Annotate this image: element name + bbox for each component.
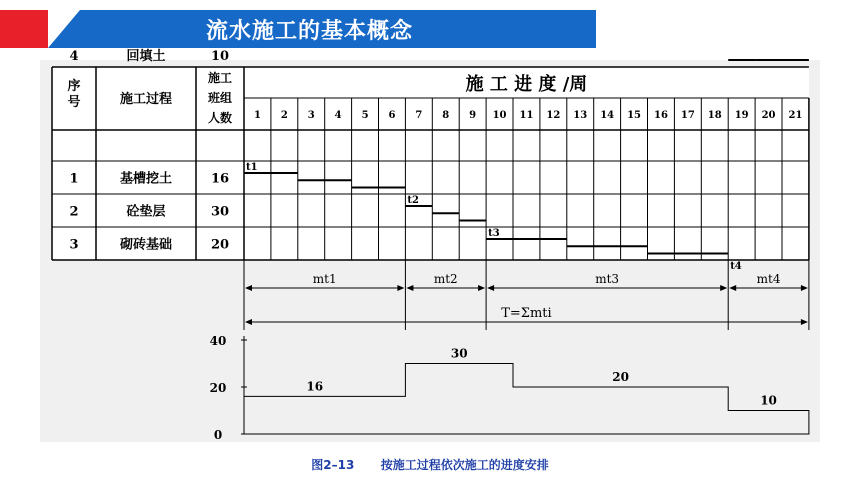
- title-accent-red: [0, 10, 48, 48]
- header-no-char1: 序: [67, 79, 81, 94]
- row-number: 3: [69, 237, 79, 253]
- week-number: 8: [442, 110, 450, 121]
- interval-label: mt3: [595, 272, 620, 286]
- y-tick-label: 0: [213, 428, 223, 442]
- schedule-figure: [40, 49, 820, 442]
- row-workers: 16: [210, 171, 230, 187]
- row-workers: 20: [210, 237, 230, 253]
- duration-dimensions: [244, 260, 809, 330]
- week-number: 4: [334, 110, 342, 121]
- header-no-char2: 号: [67, 95, 81, 110]
- week-number: 9: [469, 110, 477, 121]
- page-title: 流水施工的基本概念: [206, 19, 414, 44]
- interval-label: mt1: [312, 272, 337, 286]
- figure-caption: [0, 456, 860, 473]
- header-process: 施工过程: [119, 92, 173, 107]
- week-number: 21: [788, 110, 803, 121]
- labor-chart: [210, 334, 809, 442]
- total-arrow: [245, 319, 252, 325]
- gantt-bar-label: t3: [488, 228, 500, 239]
- interval-arrow: [801, 285, 808, 291]
- week-number: 3: [307, 110, 315, 121]
- week-number: 2: [280, 110, 288, 121]
- interval-arrow: [406, 285, 413, 291]
- week-number: 16: [653, 110, 668, 121]
- gantt-bar-label: t4: [730, 261, 742, 272]
- y-tick-label: 40: [209, 334, 227, 348]
- row-process: 基槽挖土: [119, 171, 173, 187]
- row-number: 2: [69, 204, 79, 220]
- step-value-label: 16: [306, 379, 324, 394]
- week-number: 6: [388, 110, 396, 121]
- week-number: 18: [707, 110, 722, 121]
- interval-arrow: [720, 285, 727, 291]
- row-process: 回填土: [126, 49, 166, 64]
- week-number: 1: [253, 110, 261, 121]
- row-number: 4: [69, 49, 79, 64]
- total-arrow: [801, 319, 808, 325]
- row-workers: 10: [210, 49, 230, 64]
- week-number: 7: [415, 110, 423, 121]
- interval-arrow: [397, 285, 404, 291]
- week-number: 10: [492, 110, 507, 121]
- labor-step-line: [244, 364, 809, 435]
- interval-label: mt4: [756, 272, 781, 286]
- header-workers-line1: 施工: [207, 71, 233, 85]
- week-number: 12: [546, 110, 561, 121]
- week-number: 20: [761, 110, 776, 121]
- week-number: 11: [519, 110, 534, 121]
- schedule-table: [52, 48, 809, 260]
- interval-arrow: [729, 285, 736, 291]
- week-number: 14: [600, 110, 615, 121]
- week-number: 15: [627, 110, 642, 121]
- interval-arrow: [487, 285, 494, 291]
- row-number: 1: [69, 171, 79, 187]
- header-workers-line2: 班组: [207, 91, 233, 105]
- week-number: 19: [734, 110, 749, 121]
- step-value-label: 10: [760, 393, 777, 408]
- row-process: 砌砖基础: [119, 237, 173, 253]
- caption-figure-no: 图2–13: [311, 458, 355, 472]
- week-number: 17: [680, 110, 695, 121]
- progress-header: 施 工 进 度 /周: [465, 74, 588, 95]
- y-tick-label: 20: [209, 381, 227, 395]
- gantt-bar-label: t1: [246, 162, 258, 173]
- figure-panel: [40, 49, 820, 442]
- interval-label: mt2: [433, 272, 458, 286]
- row-workers: 30: [210, 204, 230, 220]
- week-number: 13: [573, 110, 588, 121]
- gantt-bar-label: t2: [407, 195, 419, 206]
- row-process: 砼垫层: [126, 204, 166, 220]
- header-workers-line3: 人数: [207, 111, 233, 125]
- interval-arrow: [245, 285, 252, 291]
- step-value-label: 20: [612, 370, 629, 384]
- caption-text: 按施工过程依次施工的进度安排: [380, 458, 549, 472]
- step-value-label: 30: [450, 346, 468, 361]
- total-label: T=Σmti: [501, 306, 552, 321]
- interval-arrow: [478, 285, 485, 291]
- week-number: 5: [361, 110, 369, 121]
